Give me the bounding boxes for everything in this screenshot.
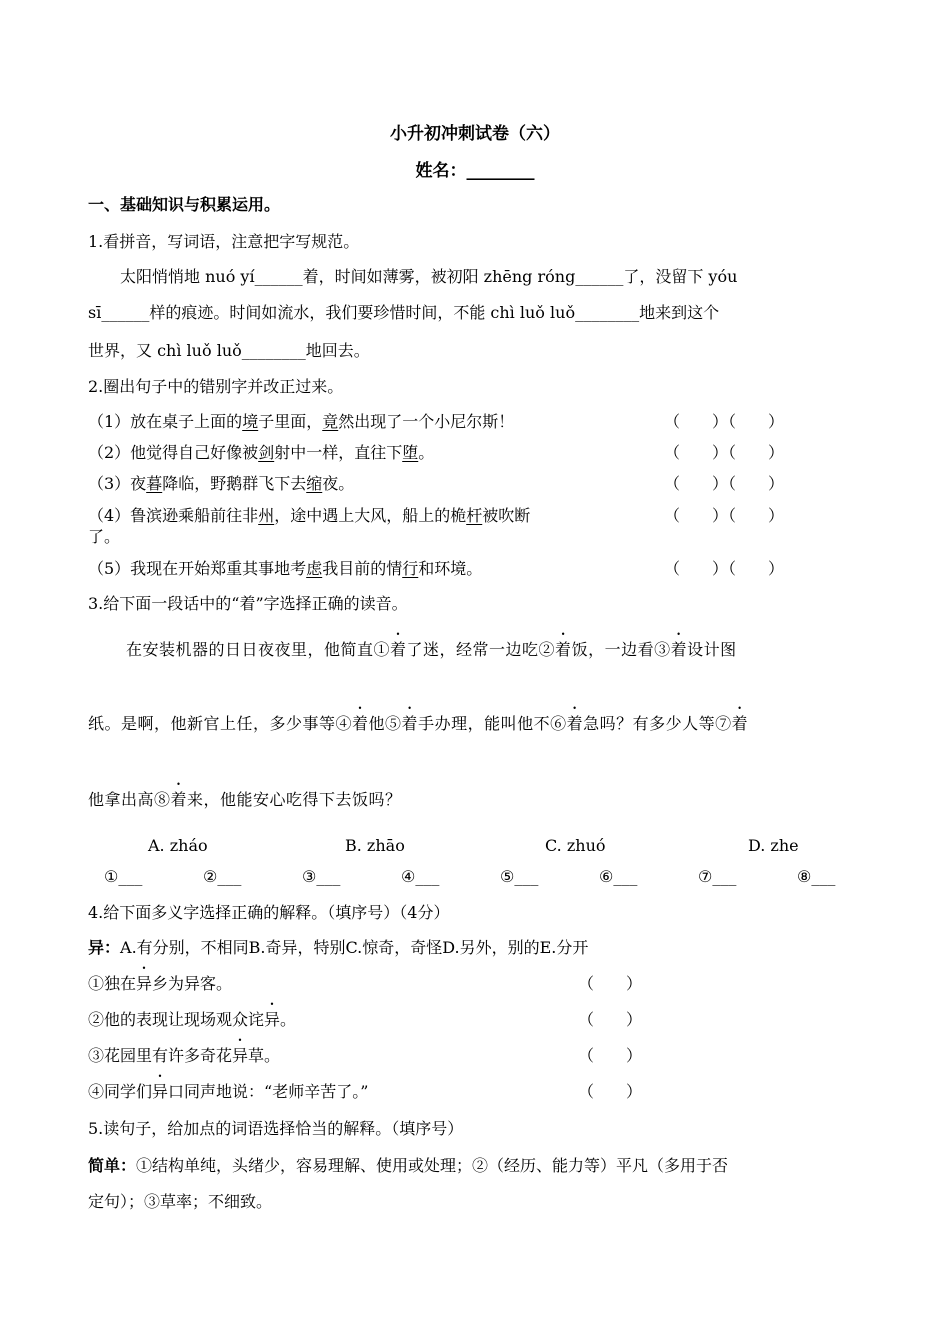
q3-paragraph-line1: 在安装机器的日日夜夜里，他简直①着了迷，经常一边吃②着饭，一边看③着设计图 <box>126 640 737 659</box>
q3-heading: 3.给下面一段话中的“着”字选择正确的读音。 <box>88 594 408 613</box>
q2-item-5: （5）我现在开始郑重其事地考虑我目前的情行和环境。 <box>88 559 483 578</box>
q3-blank-8[interactable]: ⑧___ <box>797 867 836 886</box>
q4-answer-2[interactable]: （ ） <box>578 1010 643 1029</box>
emphasis-char: 着 <box>401 714 419 733</box>
q1-line2: sī______样的痕迹。时间如流水，我们要珍惜时间，不能 chì luǒ luǒ________地来到这个 <box>88 303 720 322</box>
q3-option-d: D. zhe <box>748 836 799 855</box>
q4-heading: 4.给下面多义字选择正确的解释。（填序号）（4分） <box>88 903 450 922</box>
emphasis-char: 着 <box>390 640 407 659</box>
q2-answer-4[interactable]: （ ）（ ） <box>664 506 785 525</box>
page-title: 小升初冲刺试卷（六） <box>390 124 560 144</box>
emphasis-char: 着 <box>670 640 688 659</box>
q1-line3: 世界，又 chì luǒ luǒ________地回去。 <box>88 341 370 360</box>
emphasis-char: 着 <box>731 714 749 733</box>
q5-definitions-line2: 定句）；③草率；不细致。 <box>88 1192 273 1211</box>
q3-option-b: B. zhāo <box>345 836 405 855</box>
q4-item-1: ①独在异乡为异客。 <box>88 974 233 993</box>
name-line: 姓名：________ <box>415 161 535 181</box>
q5-definitions-line1: 简单：①结构单纯，头绪少，容易理解、使用或处理；②（经历、能力等）平凡（多用于否 <box>88 1156 729 1175</box>
emphasis-char: 着 <box>555 640 572 659</box>
q2-item-4-cont: 了。 <box>88 527 121 546</box>
emphasis-char: 异 <box>232 1046 249 1065</box>
q5-heading: 5.读句子，给加点的词语选择恰当的解释。（填序号） <box>88 1119 464 1138</box>
q2-item-3: （3）夜暮降临，野鹅群飞下去缩夜。 <box>88 474 355 493</box>
q3-blank-6[interactable]: ⑥___ <box>599 867 638 886</box>
emphasis-char: 着 <box>352 714 369 733</box>
q1-heading: 1.看拼音，写词语，注意把字写规范。 <box>88 232 360 251</box>
q3-blank-7[interactable]: ⑦___ <box>698 867 737 886</box>
q4-item-4: ④同学们异口同声地说：“老师辛苦了。” <box>88 1082 369 1101</box>
q3-blank-1[interactable]: ①___ <box>104 867 143 886</box>
q4-definitions: 异：A.有分别，不相同B.奇异，特别C.惊奇，奇怪D.另外，别的E.分开 <box>88 938 589 957</box>
q3-option-c: C. zhuó <box>545 836 606 855</box>
q1-line1: 太阳悄悄地 nuó yí______着，时间如薄雾，被初阳 zhēng róng______了，没留下 yóu <box>120 267 738 286</box>
emphasis-char: 异 <box>264 1010 281 1029</box>
emphasis-char: 着 <box>170 790 188 809</box>
q3-paragraph-line2: 纸。是啊，他新官上任，多少事等④着他⑤着手办理，能叫他不⑥着急吗？有多少人等⑦着 <box>88 714 749 733</box>
q2-item-2: （2）他觉得自己好像被剑射中一样，直往下堕。 <box>88 443 435 462</box>
section-heading: 一、基础知识与积累运用。 <box>88 195 281 214</box>
q3-paragraph-line3: 他拿出高⑧着来，他能安心吃得下去饭吗？ <box>88 790 402 809</box>
q4-answer-3[interactable]: （ ） <box>578 1046 643 1065</box>
q2-item-4: （4）鲁滨逊乘船前往非州，途中遇上大风，船上的桅杆被吹断 <box>88 506 531 525</box>
q2-answer-2[interactable]: （ ）（ ） <box>664 443 785 462</box>
q2-answer-1[interactable]: （ ）（ ） <box>664 412 785 431</box>
q3-blank-5[interactable]: ⑤___ <box>500 867 539 886</box>
q2-heading: 2.圈出句子中的错别字并改正过来。 <box>88 377 344 396</box>
q3-blank-3[interactable]: ③___ <box>302 867 341 886</box>
emphasis-char: 异 <box>152 1082 169 1101</box>
q2-answer-3[interactable]: （ ）（ ） <box>664 474 785 493</box>
q4-answer-1[interactable]: （ ） <box>578 974 643 993</box>
q4-answer-4[interactable]: （ ） <box>578 1082 643 1101</box>
emphasis-char: 异 <box>136 974 153 993</box>
emphasis-char: 着 <box>566 714 584 733</box>
q4-item-2: ②他的表现让现场观众诧异。 <box>88 1010 297 1029</box>
q3-option-a: A. zháo <box>148 836 208 855</box>
q2-answer-5[interactable]: （ ）（ ） <box>664 559 785 578</box>
q2-item-1: （1）放在桌子上面的境子里面，竟然出现了一个小尼尔斯！ <box>88 412 515 431</box>
q3-blank-2[interactable]: ②___ <box>203 867 242 886</box>
q3-blank-4[interactable]: ④___ <box>401 867 440 886</box>
q4-item-3: ③花园里有许多奇花异草。 <box>88 1046 281 1065</box>
